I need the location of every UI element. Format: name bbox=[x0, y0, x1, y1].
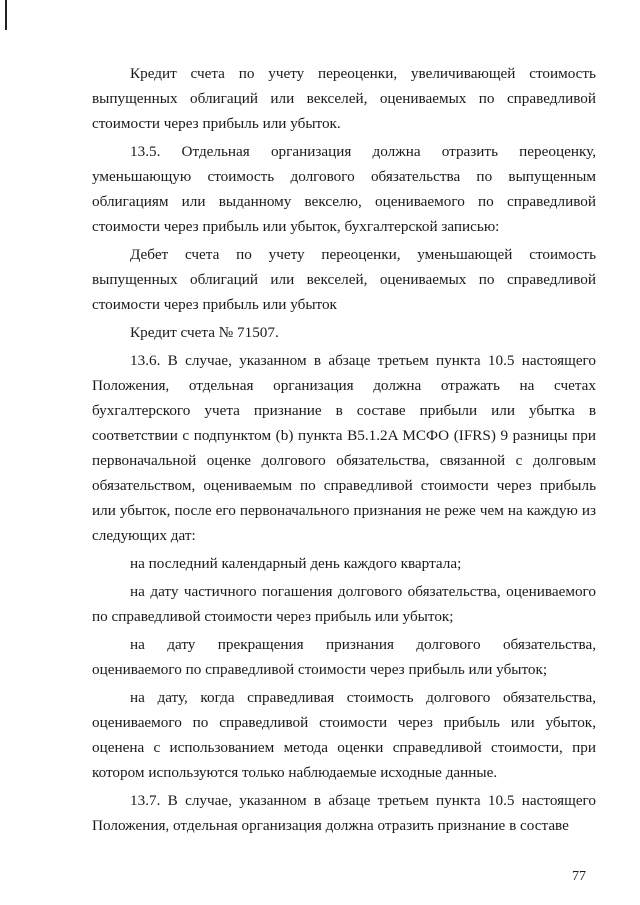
paragraph-debit-revaluation-decrease: Дебет счета по учету переоценки, уменьшающей стоимость выпущенных облигаций или векселей, оцениваемых по справедливой стоимости через прибыль или убыток bbox=[92, 246, 596, 313]
paragraph-13-6: 13.6. В случае, указанном в абзаце третьем пункта 10.5 настоящего Положения, отдельная организация должна отражать на счетах бухгалтерского учета признание в составе прибыли или убытка в соответствии с подпунктом (b) пункта B5.1.2A МСФО (IFRS) 9 разницы при первоначальной оценке долгового обязательства, связанной с долговым обязательством, оцениваемым по справедливой стоимости через прибыль или убыток, после его первоначального признания не реже чем на каждую из следующих дат: bbox=[92, 352, 596, 544]
paragraph-credit-revaluation-increase: Кредит счета по учету переоценки, увеличивающей стоимость выпущенных облигаций или векселей, оцениваемых по справедливой стоимости через прибыль или убыток. bbox=[92, 65, 596, 132]
list-item-quarter-end: на последний календарный день каждого квартала; bbox=[130, 555, 462, 572]
list-item-derecognition: на дату прекращения признания долгового обязательства, оцениваемого по справедливой стоимости через прибыль или убыток; bbox=[92, 636, 596, 678]
list-item-observable-inputs: на дату, когда справедливая стоимость долгового обязательства, оцениваемого по справедливой стоимости через прибыль или убыток, оценена с использованием метода оценки справедливой стоимости, при котором используются только наблюдаемые исходные данные. bbox=[92, 689, 596, 781]
document-page bbox=[92, 61, 596, 838]
paragraph-credit-account-71507: Кредит счета № 71507. bbox=[130, 324, 279, 341]
page-number: 77 bbox=[572, 869, 586, 884]
scan-edge-mark bbox=[5, 0, 7, 30]
paragraph-13-7: 13.7. В случае, указанном в абзаце третьем пункта 10.5 настоящего Положения, отдельная организация должна отразить признание в составе bbox=[92, 792, 596, 834]
paragraph-13-5: 13.5. Отдельная организация должна отразить переоценку, уменьшающую стоимость долгового обязательства по выпущенным облигациям или выданному векселю, оцениваемого по справедливой стоимости через прибыль или убыток, бухгалтерской записью: bbox=[92, 143, 596, 235]
list-item-partial-repayment: на дату частичного погашения долгового обязательства, оцениваемого по справедливой стоимости через прибыль или убыток; bbox=[92, 583, 596, 625]
